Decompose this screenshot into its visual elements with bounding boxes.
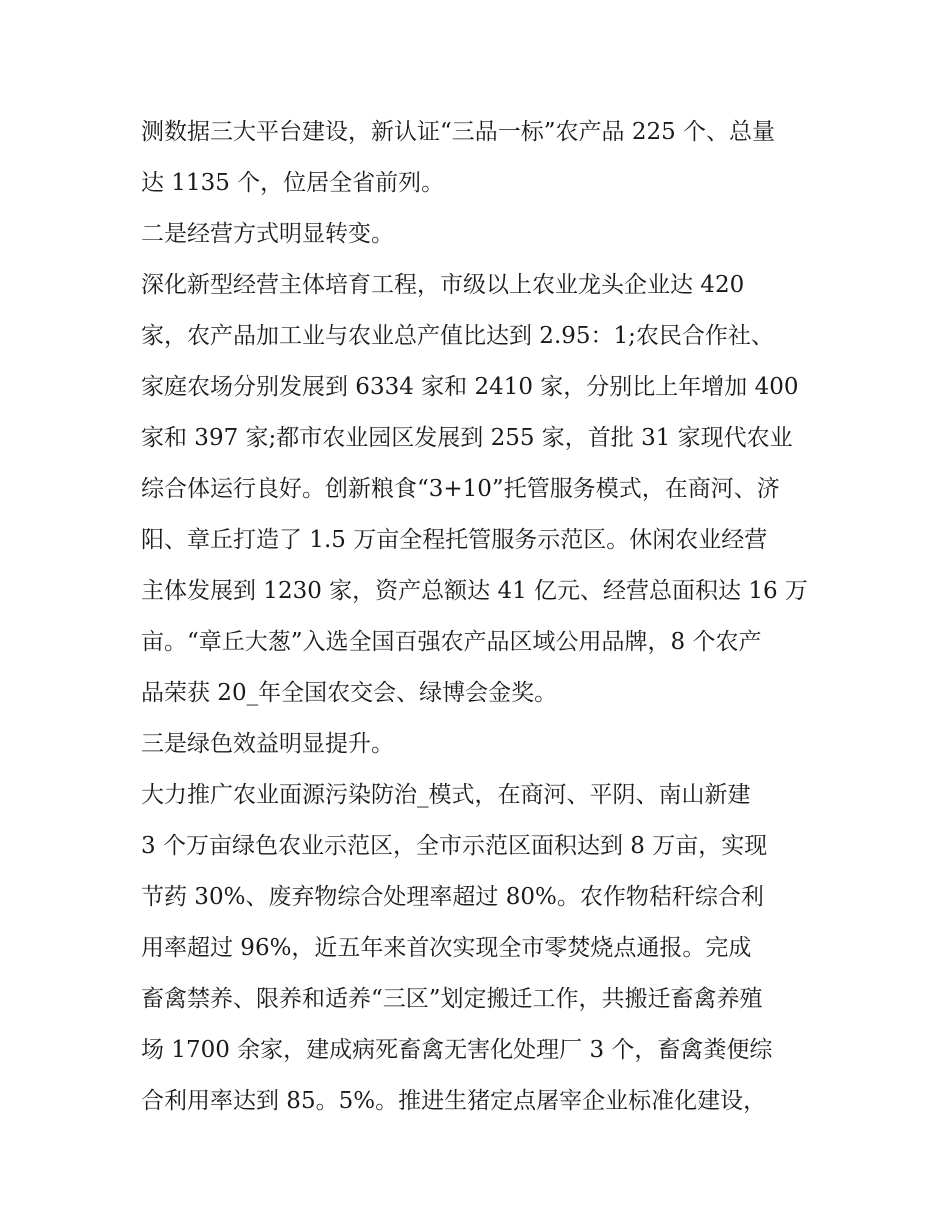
text-line: 综合体运行良好。创新粮食“3+10”托管服务模式，在商河、济 bbox=[141, 476, 780, 502]
text-line: 场 1700 余家，建成病死畜禽无害化处理厂 3 个，畜禽粪便综 bbox=[141, 1037, 773, 1063]
text-line: 主体发展到 1230 家，资产总额达 41 亿元、经营总面积达 16 万 bbox=[141, 578, 808, 604]
text-line: 达 1135 个，位居全省前列。 bbox=[141, 170, 445, 196]
text-line: 用率超过 96%，近五年来首次实现全市零焚烧点通报。完成 bbox=[141, 935, 752, 961]
section-heading: 三是绿色效益明显提升。 bbox=[141, 731, 394, 757]
text-line: 家庭农场分别发展到 6334 家和 2410 家，分别比上年增加 400 bbox=[141, 374, 799, 400]
text-line: 亩。“章丘大葱”入选全国百强农产品区域公用品牌，8 个农产 bbox=[141, 629, 762, 655]
text-line: 合利用率达到 85。5%。推进生猪定点屠宰企业标准化建设， bbox=[141, 1088, 767, 1114]
text-line: 家和 397 家;都市农业园区发展到 255 家，首批 31 家现代农业 bbox=[141, 425, 793, 451]
section-heading: 二是经营方式明显转变。 bbox=[141, 221, 394, 247]
text-line: 大力推广农业面源污染防治_模式，在商河、平阴、南山新建 bbox=[141, 782, 751, 808]
text-line: 3 个万亩绿色农业示范区，全市示范区面积达到 8 万亩，实现 bbox=[141, 833, 768, 859]
text-line: 畜禽禁养、限养和适养“三区”划定搬迁工作，共搬迁畜禽养殖 bbox=[141, 986, 763, 1012]
body-text bbox=[141, 107, 821, 1127]
text-line: 阳、章丘打造了 1.5 万亩全程托管服务示范区。休闲农业经营 bbox=[141, 527, 768, 553]
text-line: 节药 30%、废弃物综合处理率超过 80%。农作物秸秆综合利 bbox=[141, 884, 764, 910]
text-line: 深化新型经营主体培育工程，市级以上农业龙头企业达 420 bbox=[141, 272, 745, 298]
text-line: 家，农产品加工业与农业总产值比达到 2.95：1;农民合作社、 bbox=[141, 323, 774, 349]
text-line: 测数据三大平台建设，新认证“三品一标”农产品 225 个、总量 bbox=[141, 119, 776, 145]
text-line: 品荣获 20_年全国农交会、绿博会金奖。 bbox=[141, 680, 558, 706]
